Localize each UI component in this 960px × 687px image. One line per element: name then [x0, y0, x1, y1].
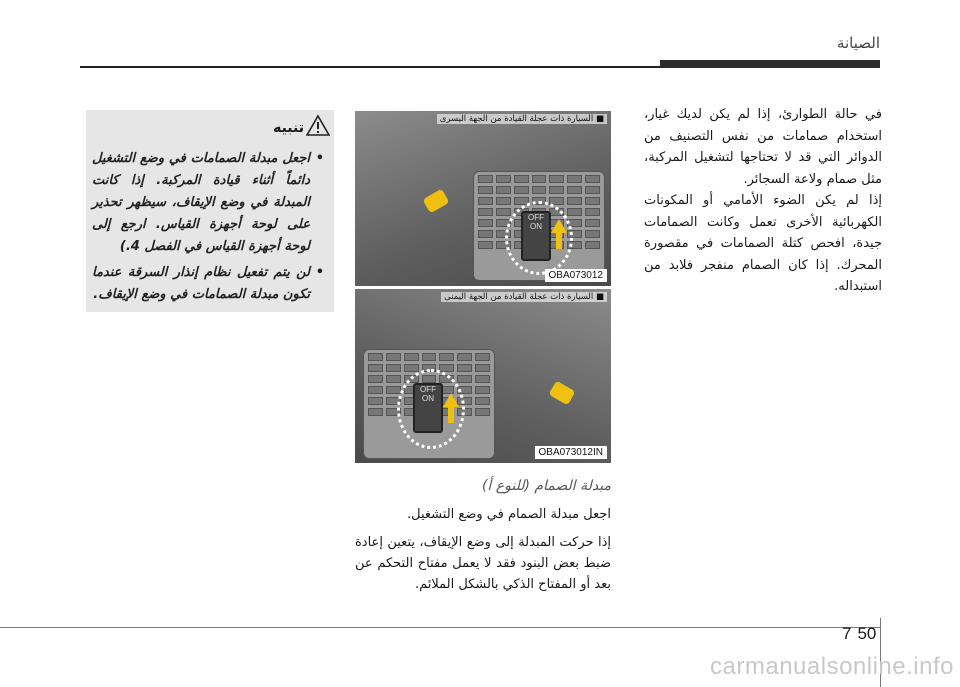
caution-box [86, 110, 334, 312]
middle-paragraph-2: إذا حركت المبدلة إلى وضع الإيقاف، يتعين إعادة ضبط بعض البنود فقد لا يعمل مفتاح التحكم عن بعد أو المفتاح الذكي بالشكل الملائم. [355, 535, 611, 592]
fuse-switch-subheading: مبدلة الصمام (للنوع أ) [481, 478, 611, 494]
header-tab [660, 60, 880, 68]
yellow-arrow-icon [551, 219, 567, 233]
fuse-switch-photo-rhd [355, 289, 611, 463]
footer-rule [0, 627, 880, 628]
middle-paragraph-1: اجعل مبدلة الصمام في وضع التشغيل. [407, 507, 611, 522]
fuse-switch-photo-lhd [355, 111, 611, 286]
chapter-number: 7 [842, 624, 852, 643]
photo-code: OBA073012IN [535, 446, 608, 459]
fuse-switch: OFF ON [521, 211, 551, 261]
photo-code: OBA073012 [545, 269, 608, 282]
photo-caption: ■ السيارة ذات عجلة القيادة من الجهة اليسرى [437, 114, 607, 124]
page-number-value: 50 [857, 624, 877, 643]
right-paragraph-1: في حالة الطوارئ، إذا لم يكن لديك غيار، استخدام صمامات من نفس التصنيف من الدوائر التي قد لا تحتاجها لتشغيل المركبة، مثل صمام ولاعة السجائر. [644, 107, 882, 187]
caution-item: • اجعل مبدلة الصمامات في وضع التشغيل دائماً أثناء قيادة المركبة. إذا كانت المبدلة في وضع الإيقاف، سيظهر تحذير على لوحة أجهزة القياس. ارجع إلى لوحة أجهزة القياس في الفصل 4.) [92, 148, 324, 258]
fuse-switch: OFF ON [413, 383, 443, 433]
yellow-arrow-icon [443, 393, 459, 407]
middle-column-text [355, 504, 611, 602]
page-number [842, 624, 876, 644]
yellow-arrow-stem [556, 233, 562, 249]
right-paragraph-2: إذا لم يكن الضوء الأمامي أو المكونات الكهربائية الأخرى تعمل وكانت الصمامات جيدة، افحص كتلة الصمامات في مقصورة المحرك. إذا كان الصمام منفجر فلابد من استبداله. [644, 193, 882, 294]
watermark: carmanualsonline.info [710, 653, 954, 680]
photo-caption: ■ السيارة ذات عجلة القيادة من الجهة اليمنى [441, 292, 607, 302]
right-column [644, 104, 882, 298]
yellow-arrow-stem [448, 407, 454, 423]
caution-list [92, 148, 324, 310]
section-title: الصيانة [836, 34, 880, 52]
warning-triangle-icon [306, 114, 330, 140]
caution-item: • لن يتم تفعيل نظام إنذار السرقة عندما تكون مبدلة الصمامات في وضع الإيقاف. [92, 262, 324, 306]
caution-title: تنبيه [273, 120, 304, 136]
